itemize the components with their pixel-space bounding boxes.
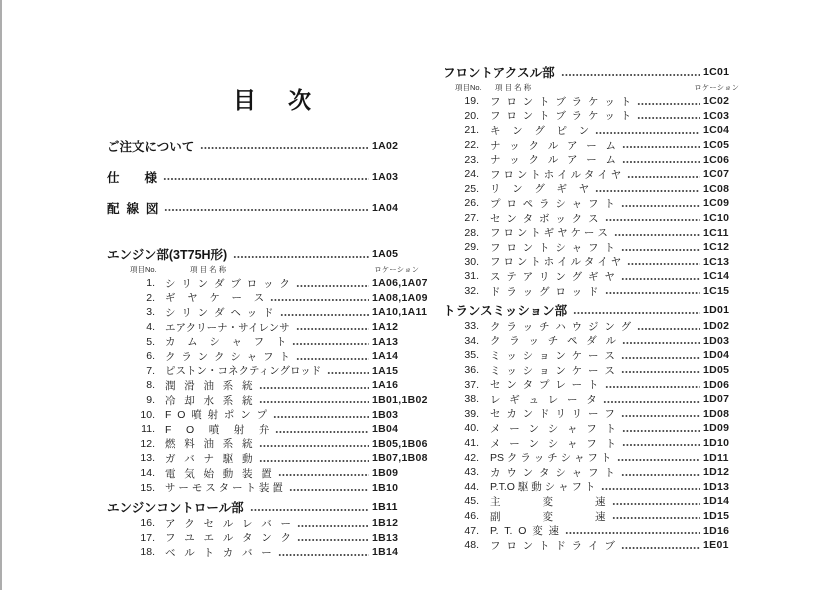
item-row	[443, 392, 740, 407]
item-name: セ カ ン ド リ リ ー フ	[490, 408, 615, 421]
item-no: 15.	[140, 481, 155, 494]
item-no: 26.	[464, 197, 479, 210]
item-row	[443, 523, 740, 538]
toc-top-list	[107, 139, 420, 215]
leader-dots	[614, 233, 700, 237]
item-location: 1C05	[703, 139, 730, 152]
item-location: 1D06	[703, 378, 730, 391]
leader-dots	[622, 429, 700, 433]
leader-dots	[595, 189, 700, 193]
col-header-item-name: 項 目 名 称	[190, 265, 227, 274]
item-no: 35.	[464, 349, 479, 362]
item-row	[443, 465, 740, 480]
leader-dots	[292, 342, 369, 346]
col-header-item-no: 項目No.	[130, 265, 157, 274]
item-location: 1B01,1B02	[372, 394, 428, 407]
item-no: 36.	[464, 364, 479, 377]
item-row	[443, 450, 740, 465]
item-no: 42.	[464, 451, 479, 464]
item-name: メ ー ン シ ャ フ ト	[490, 422, 617, 435]
item-location: 1B12	[372, 517, 399, 530]
section-front-axle	[443, 62, 740, 298]
item-no: 19.	[464, 95, 479, 108]
item-location: 1D07	[703, 393, 730, 406]
item-location: 1A14	[372, 350, 399, 363]
item-row	[107, 364, 420, 379]
item-location: 1D14	[703, 495, 730, 508]
item-name: メ ー ン シ ャ フ ト	[490, 437, 617, 450]
leader-dots	[621, 248, 700, 252]
item-location: 1C13	[703, 255, 730, 268]
col-header-location: ロケーション	[694, 83, 739, 92]
item-location: 1A08,1A09	[372, 291, 428, 304]
item-no: 41.	[464, 437, 479, 450]
leader-dots	[617, 458, 700, 462]
leader-dots	[612, 502, 701, 506]
leader-dots	[627, 175, 700, 179]
location-code: 1A05	[372, 247, 399, 260]
leader-dots	[621, 204, 700, 208]
item-no: 17.	[140, 531, 155, 544]
section-title: エンジンコントロール部	[107, 500, 244, 515]
item-location: 1A16	[372, 379, 399, 392]
item-location: 1B14	[372, 546, 399, 559]
item-name: セ ン タ プ レ ー ト	[490, 379, 599, 392]
leader-dots	[278, 473, 369, 477]
item-name: ナ ッ ク ル ア ー ム	[490, 139, 617, 152]
leader-dots	[250, 508, 369, 512]
location-code: 1C01	[703, 65, 730, 78]
item-name: セ ン タ ボ ッ ク ス	[490, 212, 599, 225]
items-list	[443, 94, 740, 298]
item-location: 1A10,1A11	[372, 306, 428, 319]
leader-dots	[200, 146, 369, 150]
item-no: 13.	[140, 452, 155, 465]
item-no: 40.	[464, 422, 479, 435]
item-no: 11.	[141, 423, 155, 436]
item-no: 28.	[464, 226, 479, 239]
item-name: PS ク ラ ッ チ シ ャ フ ト	[490, 452, 612, 465]
item-row	[443, 269, 740, 284]
leader-dots	[621, 546, 700, 550]
leader-dots	[637, 327, 700, 331]
scan-edge	[0, 0, 2, 590]
item-name: カ ム シ ャ フ ト	[165, 336, 287, 349]
item-row	[107, 437, 428, 452]
leader-dots	[278, 553, 369, 557]
section-engine-control	[107, 497, 420, 560]
item-location: 1C08	[703, 182, 730, 195]
item-location: 1D12	[703, 466, 730, 479]
item-location: 1C09	[703, 197, 730, 210]
item-name: ア ク セ ル レ バ ー	[165, 517, 292, 530]
leader-dots	[259, 444, 369, 448]
leader-dots	[627, 262, 700, 266]
item-row	[107, 451, 428, 466]
item-no: 8.	[146, 379, 155, 392]
item-name: 冷 却 水 系 統	[165, 394, 253, 407]
item-location: 1D08	[703, 407, 730, 420]
item-location: 1C15	[703, 285, 730, 298]
item-location: 1C12	[703, 241, 730, 254]
item-location: 1B05,1B06	[372, 437, 428, 450]
items-list	[107, 276, 428, 495]
item-no: 6.	[146, 350, 155, 363]
item-no: 2.	[146, 291, 155, 304]
item-name: ス テ ア リ ン グ ギ ヤ	[490, 270, 615, 283]
item-name: ド ラ ッ グ ロ ッ ド	[490, 285, 599, 298]
item-location: 1D15	[703, 510, 730, 523]
item-row	[443, 348, 740, 363]
leader-dots	[621, 473, 700, 477]
item-no: 24.	[464, 168, 479, 181]
item-no: 10.	[140, 408, 155, 421]
item-row	[107, 276, 428, 291]
leader-dots	[297, 524, 369, 528]
item-name: シ リ ン ダ ブ ロ ッ ク	[165, 277, 290, 290]
item-no: 20.	[464, 109, 479, 122]
item-name: フ ロ ン ト ブ ラ ケ ッ ト	[490, 110, 632, 123]
location-code: 1A02	[372, 140, 399, 152]
item-name: レ ギ ュ レ ー タ	[490, 393, 597, 406]
leader-dots	[296, 284, 369, 288]
item-no: 5.	[146, 335, 155, 348]
item-no: 48.	[464, 539, 479, 552]
item-location: 1C04	[703, 124, 730, 137]
leader-dots	[637, 102, 700, 106]
item-name: 主 変 速	[490, 495, 606, 508]
item-name: 電 気 始 動 装 置	[165, 467, 272, 480]
item-name: 副 変 速	[490, 510, 606, 523]
leader-dots	[164, 208, 369, 212]
item-name: ク ラ ン ク シ ャ フ ト	[165, 350, 290, 363]
leader-dots	[637, 116, 700, 120]
toc-entry	[107, 201, 420, 215]
item-location: 1D02	[703, 320, 730, 333]
item-location: 1C02	[703, 95, 730, 108]
leader-dots	[280, 313, 369, 317]
item-no: 14.	[140, 467, 155, 480]
leader-dots	[621, 370, 700, 374]
leader-dots	[163, 177, 369, 181]
item-name: プ ロ ペ ラ シ ャ フ ト	[490, 197, 615, 210]
item-location: 1C14	[703, 270, 730, 283]
leader-dots	[601, 487, 700, 491]
section-transmission	[443, 300, 740, 553]
item-location: 1D04	[703, 349, 730, 362]
item-name: フ ロ ン ト シ ャ フ ト	[490, 241, 615, 254]
item-row	[443, 436, 740, 451]
item-row	[107, 320, 420, 335]
item-row	[107, 480, 420, 495]
leader-dots	[565, 531, 700, 535]
item-row	[107, 305, 428, 320]
item-no: 27.	[464, 212, 479, 225]
leader-dots	[233, 255, 369, 259]
item-location: 1C11	[703, 226, 729, 239]
page-title: 目次	[233, 87, 343, 113]
leader-dots	[275, 430, 369, 434]
leader-dots	[622, 145, 700, 149]
item-row	[443, 196, 740, 211]
leader-dots	[270, 298, 369, 302]
item-no: 3.	[146, 306, 155, 319]
leader-dots	[259, 386, 369, 390]
item-no: 7.	[146, 364, 155, 377]
leader-dots	[327, 371, 369, 375]
item-no: 16.	[140, 517, 155, 530]
item-name: フ ユ エ ル タ ン ク	[165, 532, 292, 545]
item-name: サ ー モ ス タ ー ト 装 置	[165, 482, 283, 495]
item-row	[443, 319, 740, 334]
item-row	[443, 167, 740, 182]
location-code: 1B11	[372, 500, 398, 513]
leader-dots	[296, 327, 369, 331]
toc-entry-label: 配 線 図	[107, 202, 159, 216]
item-no: 29.	[464, 241, 479, 254]
toc-entry	[107, 139, 420, 153]
section-title: フロントアクスル部	[443, 65, 555, 80]
item-row	[107, 393, 428, 408]
item-name: ミ ッ シ ョ ン ケ ー ス	[490, 349, 615, 362]
leader-dots	[605, 385, 700, 389]
item-name: 燃 料 油 系 統	[165, 438, 253, 451]
leader-dots	[273, 415, 369, 419]
item-location: 1A15	[372, 364, 399, 377]
col-header-item-name: 項 目 名 称	[495, 83, 532, 92]
item-location: 1A13	[372, 335, 399, 348]
item-location: 1D16	[703, 524, 730, 537]
item-row	[443, 225, 740, 240]
item-no: 47.	[464, 524, 479, 537]
leader-dots	[573, 311, 700, 315]
item-name: フ ロ ン ト ギ ヤ ケ ー ス	[490, 227, 608, 240]
item-name: シ リ ン ダ ヘ ッ ド	[165, 306, 274, 319]
item-location: 1D09	[703, 422, 730, 435]
section-header	[107, 244, 420, 263]
item-location: 1D03	[703, 334, 730, 347]
item-row	[443, 123, 740, 138]
item-no: 23.	[464, 153, 479, 166]
item-name: 潤 滑 油 系 統	[165, 379, 253, 392]
leader-dots	[612, 516, 701, 520]
leader-dots	[259, 400, 369, 404]
item-name: ミ ッ シ ョ ン ケ ー ス	[490, 364, 615, 377]
toc-entry-label: 仕 様	[107, 171, 158, 185]
item-row	[107, 349, 420, 364]
item-row	[107, 545, 420, 560]
item-name: キ ン グ ピ ン	[490, 124, 590, 137]
item-location: 1B04	[372, 423, 399, 436]
item-no: 34.	[464, 334, 479, 347]
item-row	[107, 531, 420, 546]
item-row	[443, 421, 740, 436]
item-row	[107, 422, 420, 437]
item-no: 22.	[464, 139, 479, 152]
item-row	[443, 211, 740, 226]
item-name: P.T.O 駆 動 シ ャ フ ト	[490, 481, 596, 494]
item-name: ガ バ ナ 駆 動	[165, 452, 253, 465]
item-row	[107, 334, 420, 349]
leader-dots	[296, 357, 369, 361]
item-no: 21.	[464, 124, 479, 137]
item-row	[107, 378, 420, 393]
item-row	[443, 538, 740, 553]
item-name: ク ラ ッ チ ハ ウ ジ ン グ	[490, 320, 632, 333]
toc-entry	[107, 170, 420, 184]
item-no: 32.	[464, 285, 479, 298]
item-row	[443, 363, 740, 378]
column-headers	[107, 263, 420, 276]
item-no: 12.	[140, 437, 155, 450]
item-name: フ ロ ン ト ホ イ ル タ イ ヤ	[490, 256, 622, 269]
item-no: 1.	[146, 277, 155, 290]
item-no: 39.	[464, 407, 479, 420]
item-row	[443, 494, 740, 509]
item-name: フ ロ ン ト ブ ラ ケ ッ ト	[490, 95, 632, 108]
col-header-location: ロケーション	[374, 265, 419, 274]
item-no: 33.	[464, 320, 479, 333]
item-row	[443, 480, 740, 495]
leader-dots	[605, 218, 700, 222]
item-name: リ ン グ ギ ヤ	[490, 183, 590, 196]
item-location: 1A12	[372, 321, 399, 334]
items-list	[443, 319, 740, 553]
item-name: ピストン・コネクティングロッド	[165, 365, 322, 378]
item-no: 38.	[464, 393, 479, 406]
item-row	[443, 509, 740, 524]
section-header	[107, 497, 420, 516]
location-code: 1D01	[703, 303, 730, 316]
section-title: エンジン部(3T75H形)	[107, 247, 228, 262]
item-row	[443, 240, 740, 255]
item-no: 31.	[464, 270, 479, 283]
location-code: 1A03	[372, 171, 399, 183]
section-engine	[107, 244, 428, 495]
item-location: 1C07	[703, 168, 730, 181]
items-list	[107, 516, 420, 560]
item-location: 1D11	[703, 451, 729, 464]
section-header	[443, 300, 740, 319]
item-no: 45.	[464, 495, 479, 508]
toc-entry-label: ご注文について	[107, 140, 195, 154]
column-headers	[443, 81, 740, 94]
item-row	[443, 255, 740, 270]
item-location: 1D05	[703, 364, 730, 377]
item-no: 30.	[464, 255, 479, 268]
item-name: F O 噴 射 弁	[165, 423, 270, 436]
section-header	[443, 62, 740, 81]
col-header-item-no: 項目No.	[455, 83, 482, 92]
leader-dots	[605, 291, 700, 295]
item-row	[443, 138, 740, 153]
item-name: ナ ッ ク ル ア ー ム	[490, 154, 617, 167]
item-row	[107, 466, 420, 481]
item-location: 1C10	[703, 212, 730, 225]
leader-dots	[561, 73, 700, 77]
item-location: 1C03	[703, 109, 730, 122]
item-name: エアクリーナ・サイレンサ	[165, 321, 290, 334]
item-no: 25.	[464, 182, 479, 195]
item-no: 9.	[146, 394, 155, 407]
item-no: 4.	[146, 321, 155, 334]
item-row	[443, 334, 740, 349]
leader-dots	[289, 488, 369, 492]
item-name: カ ウ ン タ シ ャ フ ト	[490, 466, 615, 479]
item-no: 46.	[464, 510, 479, 523]
item-location: 1C06	[703, 153, 730, 166]
location-code: 1A04	[372, 202, 399, 214]
item-row	[443, 284, 740, 299]
item-no: 43.	[464, 466, 479, 479]
item-no: 37.	[464, 378, 479, 391]
section-title: トランスミッション部	[443, 303, 568, 318]
item-location: 1B10	[372, 481, 399, 494]
item-row	[443, 152, 740, 167]
leader-dots	[297, 538, 369, 542]
leader-dots	[595, 131, 700, 135]
leader-dots	[259, 459, 369, 463]
item-no: 44.	[464, 480, 479, 493]
item-name: フ ロ ン ト ホ イ ル タ イ ヤ	[490, 168, 622, 181]
item-row	[443, 377, 740, 392]
leader-dots	[621, 277, 700, 281]
item-name: ギ ヤ ケ ー ス	[165, 292, 265, 305]
item-row	[443, 94, 740, 109]
item-location: 1B03	[372, 408, 399, 421]
item-name: ク ラ ッ チ ペ ダ ル	[490, 335, 617, 348]
item-row	[107, 291, 428, 306]
item-name: ベ ル ト カ バ ー	[165, 546, 272, 559]
item-name: P. T. O 変 速	[490, 525, 560, 538]
item-location: 1A06,1A07	[372, 277, 428, 290]
item-name: フ ロ ン ト ド ラ イ ブ	[490, 539, 615, 552]
item-row	[107, 516, 420, 531]
item-location: 1E01	[703, 539, 729, 552]
item-location: 1B13	[372, 531, 399, 544]
item-no: 18.	[140, 546, 155, 559]
item-location: 1B09	[372, 467, 399, 480]
item-location: 1D10	[703, 437, 730, 450]
item-location: 1D13	[703, 480, 730, 493]
leader-dots	[622, 341, 700, 345]
item-location: 1B07,1B08	[372, 452, 428, 465]
item-row	[107, 407, 420, 422]
item-row	[443, 407, 740, 422]
leader-dots	[622, 160, 700, 164]
leader-dots	[622, 443, 700, 447]
item-row	[443, 109, 740, 124]
leader-dots	[621, 414, 700, 418]
item-row	[443, 182, 740, 197]
leader-dots	[603, 400, 700, 404]
item-name: F O 噴 射 ポ ン プ	[165, 409, 268, 422]
leader-dots	[621, 356, 700, 360]
